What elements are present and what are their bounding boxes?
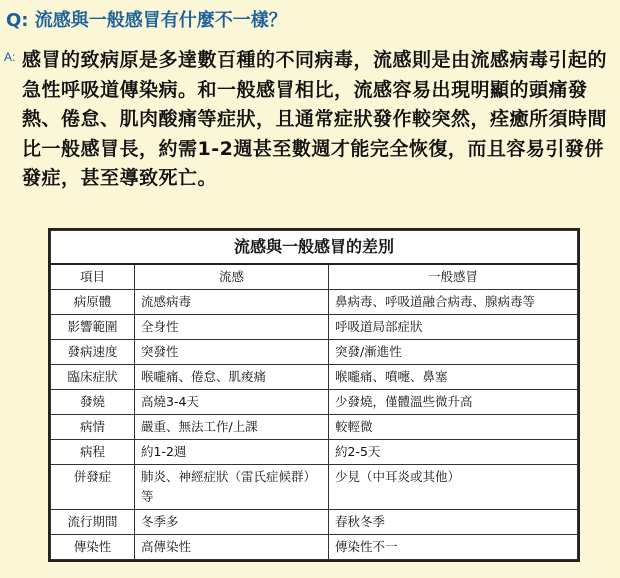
table-row [51, 535, 578, 560]
row-flu-cell: 突發性 [135, 340, 329, 365]
row-flu-cell: 流感病毒 [135, 290, 329, 315]
table-row [51, 510, 578, 535]
row-cold-cell: 約2-5天 [329, 440, 578, 465]
row-flu-cell: 高燒3-4天 [135, 390, 329, 415]
answer-text: 感冒的致病原是多達數百種的不同病毒，流感則是由流感病毒引起的急性呼吸道傳染病。和一般感冒相比，流感容易出現明顯的頭痛發熱、倦怠、肌肉酸痛等症狀，且通常症狀發作較突然，痊癒所須時間比一般感冒長，約需1-2週甚至數週才能完全恢復，而且容易引發併發症，甚至導致死亡。 [22, 49, 608, 189]
row-cold-cell: 春秋冬季 [329, 510, 578, 535]
table-row [51, 315, 578, 340]
row-flu-cell: 高傳染性 [135, 535, 329, 560]
row-item-cell: 影響範圍 [51, 315, 135, 340]
row-cold-cell: 喉嚨痛、噴嚏、鼻塞 [329, 365, 578, 390]
header-flu: 流感 [135, 264, 329, 290]
table-header-row [51, 264, 578, 290]
row-cold-cell: 少發燒，僅體溫些微升高 [329, 390, 578, 415]
row-item-cell: 傳染性 [51, 535, 135, 560]
row-cold-cell: 少見（中耳炎或其他） [329, 465, 578, 510]
row-cold-cell: 呼吸道局部症狀 [329, 315, 578, 340]
row-cold-cell: 傳染性不一 [329, 535, 578, 560]
table-row [51, 290, 578, 315]
table-row [51, 415, 578, 440]
question-prefix: Q: [6, 10, 29, 31]
header-common-cold: 一般感冒 [329, 264, 578, 290]
row-item-cell: 流行期間 [51, 510, 135, 535]
comparison-table [48, 228, 580, 562]
row-flu-cell: 全身性 [135, 315, 329, 340]
answer-label: A: [4, 50, 16, 64]
table-title: 流感與一般感冒的差別 [51, 231, 578, 265]
row-item-cell: 併發症 [51, 465, 135, 510]
row-flu-cell: 約1-2週 [135, 440, 329, 465]
row-item-cell: 臨床症狀 [51, 365, 135, 390]
header-item: 項目 [51, 264, 135, 290]
row-flu-cell: 嚴重、無法工作/上課 [135, 415, 329, 440]
row-cold-cell: 突發/漸進性 [329, 340, 578, 365]
row-flu-cell: 肺炎、神經症狀（雷氏症候群）等 [135, 465, 329, 510]
table-row [51, 465, 578, 510]
table-row [51, 440, 578, 465]
question-text: 流感與一般感冒有什麼不一樣？ [34, 10, 287, 31]
table-row [51, 340, 578, 365]
row-cold-cell: 鼻病毒、呼吸道融合病毒、腺病毒等 [329, 290, 578, 315]
row-item-cell: 病程 [51, 440, 135, 465]
row-item-cell: 病原體 [51, 290, 135, 315]
row-cold-cell: 較輕微 [329, 415, 578, 440]
row-item-cell: 病情 [51, 415, 135, 440]
question-heading [6, 6, 287, 32]
row-item-cell: 發燒 [51, 390, 135, 415]
row-item-cell: 發病速度 [51, 340, 135, 365]
table-row [51, 390, 578, 415]
table-row [51, 365, 578, 390]
row-flu-cell: 冬季多 [135, 510, 329, 535]
row-flu-cell: 喉嚨痛、倦怠、肌痠痛 [135, 365, 329, 390]
